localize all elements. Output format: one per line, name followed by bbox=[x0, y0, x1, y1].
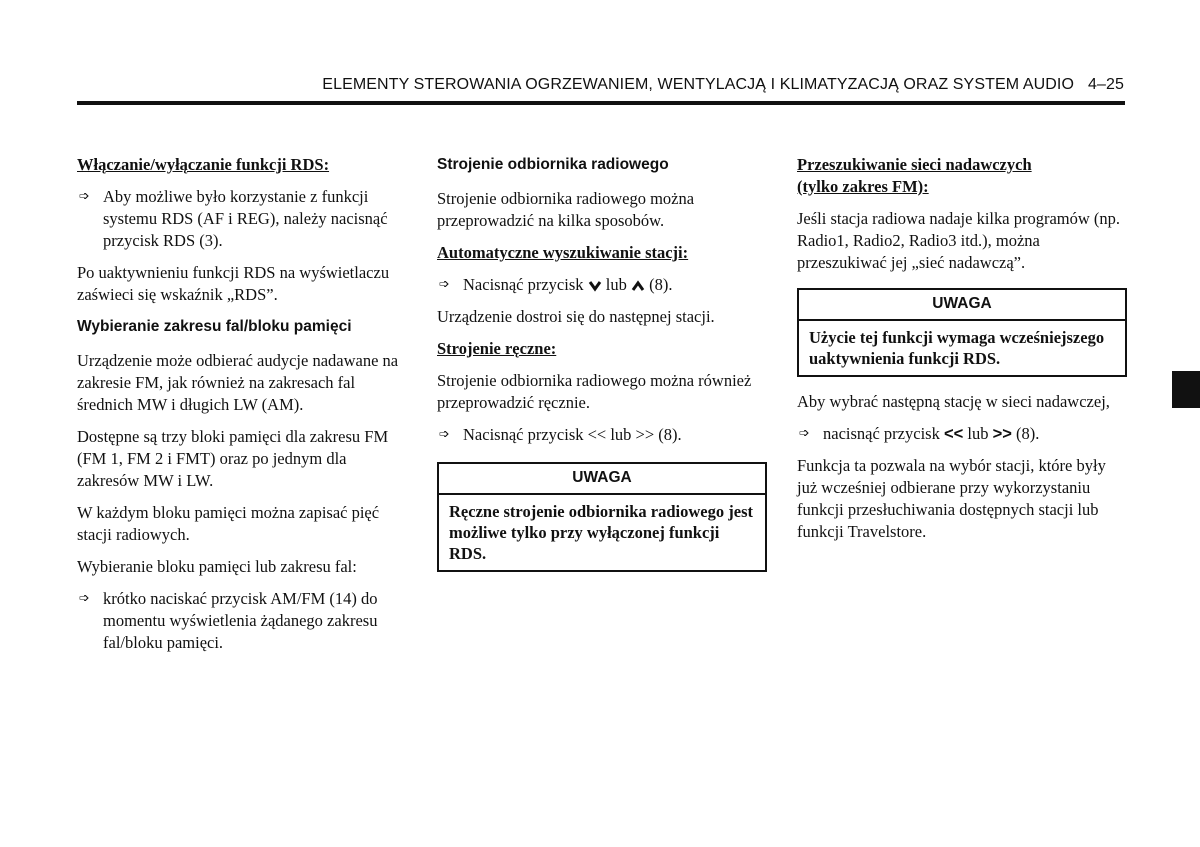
manual-bullet-text: Nacisnąć przycisk << lub >> (8). bbox=[463, 425, 682, 444]
rds-heading: Włączanie/wyłączanie funkcji RDS: bbox=[77, 155, 330, 174]
manual-tune-heading: Strojenie ręczne: bbox=[437, 339, 557, 358]
note-body: Użycie tej funkcji wymaga wcześniejszego uaktywnienia funkcji RDS. bbox=[809, 328, 1105, 368]
band-paragraph-2: Dostępne są trzy bloki pamięci dla zakresu FM (FM 1, FM 2 i FMT) oraz po jednym dla zakresów MW i LW. bbox=[77, 427, 389, 490]
arrow-bullet-icon: ➩ bbox=[799, 426, 810, 441]
rds-bullet-text: Aby możliwe było korzystanie z funkcji systemu RDS (AF i REG), należy nacisnąć przycisk RDS (3). bbox=[103, 187, 388, 250]
next-station-bullet bbox=[797, 423, 1127, 445]
final-paragraph: Funkcja ta pozwala na wybór stacji, które były już wcześniej odbierane przy wykorzystaniu funkcji przesłuchiwania dostępnych stacji lub funkcji Travelstore. bbox=[797, 456, 1106, 541]
next-station-paragraph: Aby wybrać następną stację w sieci nadawczej, bbox=[797, 392, 1110, 411]
note-box-rds bbox=[797, 288, 1127, 377]
page-number: 4–25 bbox=[1088, 76, 1124, 93]
page-header bbox=[322, 76, 1124, 94]
auto-bullet-text-post: (8). bbox=[649, 275, 673, 294]
next-bullet-text-pre: nacisnąć przycisk bbox=[823, 424, 940, 443]
band-paragraph-1: Urządzenie może odbierać audycje nadawane na zakresie FM, jak również na zakresach fal średnich MW i długich LW (AM). bbox=[77, 351, 399, 414]
chevron-down-icon bbox=[588, 280, 602, 292]
arrow-bullet-icon: ➩ bbox=[79, 189, 90, 204]
auto-search-bullet bbox=[437, 274, 767, 296]
arrow-bullet-icon: ➩ bbox=[79, 591, 90, 606]
chapter-tab-marker bbox=[1172, 371, 1200, 408]
column-middle bbox=[437, 154, 767, 586]
header-rule bbox=[77, 101, 1125, 105]
seek-forward-symbol: >> bbox=[992, 425, 1012, 443]
next-bullet-text-mid: lub bbox=[967, 424, 989, 443]
band-paragraph-4: Wybieranie bloku pamięci lub zakresu fal: bbox=[77, 557, 357, 576]
band-bullet-text: krótko naciskać przycisk AM/FM (14) do momentu wyświetlenia żądanego zakresu fal/bloku pamięci. bbox=[103, 589, 378, 652]
manual-tune-bullet bbox=[437, 424, 767, 446]
auto-search-heading: Automatyczne wyszukiwanie stacji: bbox=[437, 243, 689, 262]
tune-heading: Strojenie odbiornika radiowego bbox=[437, 156, 669, 173]
rds-after-text: Po uaktywnieniu funkcji RDS na wyświetlaczu zaświeci się wskaźnik „RDS”. bbox=[77, 263, 390, 304]
manual-tune-paragraph: Strojenie odbiornika radiowego można również przeprowadzić ręcznie. bbox=[437, 371, 752, 412]
band-heading: Wybieranie zakresu fal/bloku pamięci bbox=[77, 318, 352, 335]
band-bullet bbox=[77, 588, 407, 654]
network-search-heading bbox=[797, 154, 1127, 198]
network-search-paragraph: Jeśli stacja radiowa nadaje kilka programów (np. Radio1, Radio2, Radio3 itd.), można przeszukiwać jej „sieć nadawczą”. bbox=[797, 209, 1121, 272]
header-title: ELEMENTY STEROWANIA OGRZEWANIEM, WENTYLACJĄ I KLIMATYZACJĄ ORAZ SYSTEM AUDIO bbox=[322, 76, 1074, 93]
seek-back-symbol: << bbox=[943, 425, 964, 443]
auto-bullet-text-mid: lub bbox=[605, 275, 627, 294]
network-search-heading-line-1: Przeszukiwanie sieci nadawczych bbox=[797, 155, 1032, 174]
rds-bullet bbox=[77, 186, 407, 252]
chevron-up-icon bbox=[631, 280, 645, 292]
arrow-bullet-icon: ➩ bbox=[439, 427, 450, 442]
note-box-manual bbox=[437, 462, 767, 572]
auto-search-after: Urządzenie dostroi się do następnej stacji. bbox=[437, 307, 715, 326]
network-search-heading-line-2: (tylko zakres FM): bbox=[797, 177, 929, 196]
column-left bbox=[77, 154, 407, 664]
column-right bbox=[797, 154, 1127, 553]
band-paragraph-3: W każdym bloku pamięci można zapisać pięć stacji radiowych. bbox=[77, 503, 380, 544]
note-body: Ręczne strojenie odbiornika radiowego jest możliwe tylko przy wyłączonej funkcji RDS. bbox=[449, 502, 753, 563]
note-title: UWAGA bbox=[799, 290, 1125, 321]
arrow-bullet-icon: ➩ bbox=[439, 277, 450, 292]
auto-bullet-text-pre: Nacisnąć przycisk bbox=[463, 275, 584, 294]
next-bullet-text-post: (8). bbox=[1015, 424, 1040, 443]
note-title: UWAGA bbox=[439, 464, 765, 495]
tune-paragraph: Strojenie odbiornika radiowego można przeprowadzić na kilka sposobów. bbox=[437, 189, 695, 230]
